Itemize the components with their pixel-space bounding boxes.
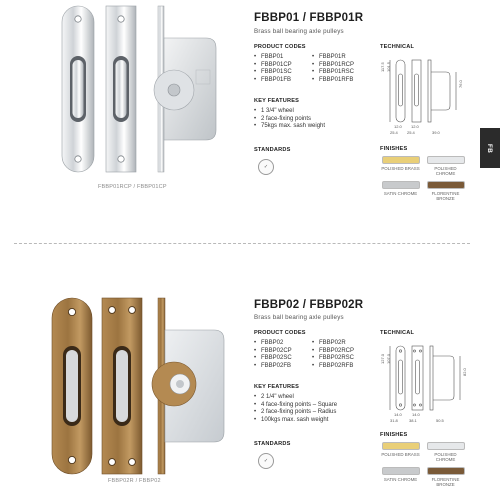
section-divider <box>14 243 470 244</box>
dimension-plate-width: 38.1 <box>409 418 417 423</box>
finishes-grid <box>380 156 466 201</box>
finish-swatch <box>382 467 420 475</box>
feature-item: • 2 face-fixing points – Radius <box>254 409 337 415</box>
key-features-list <box>254 394 337 424</box>
finish-label: POLISHED CHROME <box>434 166 457 177</box>
finish-label: POLISHED CHROME <box>434 452 457 463</box>
finish-label: SATIN CHROME <box>383 190 418 196</box>
product-code: • FBBP02CP <box>254 348 312 354</box>
finish-label: FLORENTINE BRONZE <box>431 476 460 487</box>
dimension-plate-width: 31.8 <box>390 418 398 423</box>
technical-heading: TECHNICAL <box>380 330 415 336</box>
finish-label: POLISHED BRASS <box>381 452 420 457</box>
product-code: • FBBP01FB <box>254 77 312 83</box>
finish-swatch <box>427 181 465 189</box>
finishes-heading: FINISHES <box>380 432 408 438</box>
finish-swatch <box>427 156 465 164</box>
product-section-fbbp02 <box>0 246 500 500</box>
product-code: • FBBP01CP <box>254 62 312 68</box>
standards-badge-icon: ✓ <box>258 453 274 469</box>
product-title: FBBP01 / FBBP01R <box>254 12 364 24</box>
finish-option[interactable] <box>380 181 421 202</box>
dimension-depth: 39.0 <box>432 130 440 135</box>
product-image-fbbp02 <box>50 296 230 476</box>
dimension-height-outer: 127.0 <box>380 353 385 364</box>
dimension-height-inner: 101.5 <box>386 61 391 72</box>
product-code: • FBBP02R <box>312 340 370 346</box>
finish-option[interactable] <box>425 156 466 177</box>
product-title: FBBP02 / FBBP02R <box>254 299 364 311</box>
standards-heading: STANDARDS <box>254 147 291 153</box>
dimension-height-outer: 117.5 <box>380 62 385 72</box>
dimension-slot-width: 12.0 <box>394 124 402 129</box>
product-code: • FBBP01RSC <box>312 69 370 75</box>
section-tab-fb[interactable]: FB <box>480 128 500 168</box>
dimension-height-case: 76.0 <box>458 80 463 88</box>
finish-label: POLISHED BRASS <box>381 166 420 171</box>
dimension-slot-width: 12.0 <box>411 124 419 129</box>
dimension-slot-width: 14.0 <box>394 412 402 417</box>
standards-badge-icon: ✓ <box>258 159 274 175</box>
product-section-fbbp01 <box>0 0 500 240</box>
finish-label: SATIN CHROME <box>383 476 418 482</box>
product-codes-list <box>254 340 370 369</box>
feature-item: • 1 3/4" wheel <box>254 108 325 114</box>
product-codes-heading: PRODUCT CODES <box>254 330 306 336</box>
finish-swatch <box>427 467 465 475</box>
product-codes-list <box>254 54 370 83</box>
technical-heading: TECHNICAL <box>380 44 415 50</box>
finish-label: FLORENTINE BRONZE <box>431 190 460 201</box>
product-code: • FBBP02RFB <box>312 363 370 369</box>
finishes-grid <box>380 442 466 487</box>
dimension-height-case: 82.0 <box>462 368 467 376</box>
key-features-heading: KEY FEATURES <box>254 384 300 390</box>
image-caption: FBBP02R / FBBP02 <box>108 478 161 484</box>
finish-swatch <box>427 442 465 450</box>
feature-item: • 4 face-fixing points – Square <box>254 402 337 408</box>
finish-option[interactable] <box>425 181 466 202</box>
product-code: • FBBP01R <box>312 54 370 60</box>
feature-item: • 2 1/4" wheel <box>254 394 337 400</box>
product-codes-heading: PRODUCT CODES <box>254 44 306 50</box>
key-features-list <box>254 108 325 131</box>
finish-swatch <box>382 181 420 189</box>
product-image-fbbp01 <box>58 4 228 182</box>
key-features-heading: KEY FEATURES <box>254 98 300 104</box>
finish-option[interactable] <box>425 467 466 488</box>
finish-swatch <box>382 156 420 164</box>
product-code: • FBBP02SC <box>254 355 312 361</box>
dimension-plate-width: 25.4 <box>390 130 398 135</box>
product-code: • FBBP02FB <box>254 363 312 369</box>
product-code: • FBBP02RSC <box>312 355 370 361</box>
finish-swatch <box>382 442 420 450</box>
finish-option[interactable] <box>380 442 421 463</box>
product-code: • FBBP01SC <box>254 69 312 75</box>
product-subtitle: Brass ball bearing axle pulleys <box>254 314 344 321</box>
product-subtitle: Brass ball bearing axle pulleys <box>254 28 344 35</box>
product-code: • FBBP01 <box>254 54 312 60</box>
product-code: • FBBP02 <box>254 340 312 346</box>
image-caption: FBBP01RCP / FBBP01CP <box>98 184 167 190</box>
feature-item: • 2 face-fixing points <box>254 116 325 122</box>
finish-option[interactable] <box>380 467 421 488</box>
feature-item: • 75kgs max. sash weight <box>254 123 325 129</box>
dimension-height-inner: 107.0 <box>386 353 391 364</box>
standards-heading: STANDARDS <box>254 441 291 447</box>
finish-option[interactable] <box>380 156 421 177</box>
dimension-depth: 50.5 <box>436 418 444 423</box>
product-code: • FBBP02RCP <box>312 348 370 354</box>
product-code: • FBBP01RCP <box>312 62 370 68</box>
finishes-heading: FINISHES <box>380 146 408 152</box>
finish-option[interactable] <box>425 442 466 463</box>
dimension-slot-width: 14.0 <box>412 412 420 417</box>
product-code: • FBBP01RFB <box>312 77 370 83</box>
dimension-plate-width: 25.4 <box>407 130 415 135</box>
feature-item: • 100kgs max. sash weight <box>254 417 337 423</box>
